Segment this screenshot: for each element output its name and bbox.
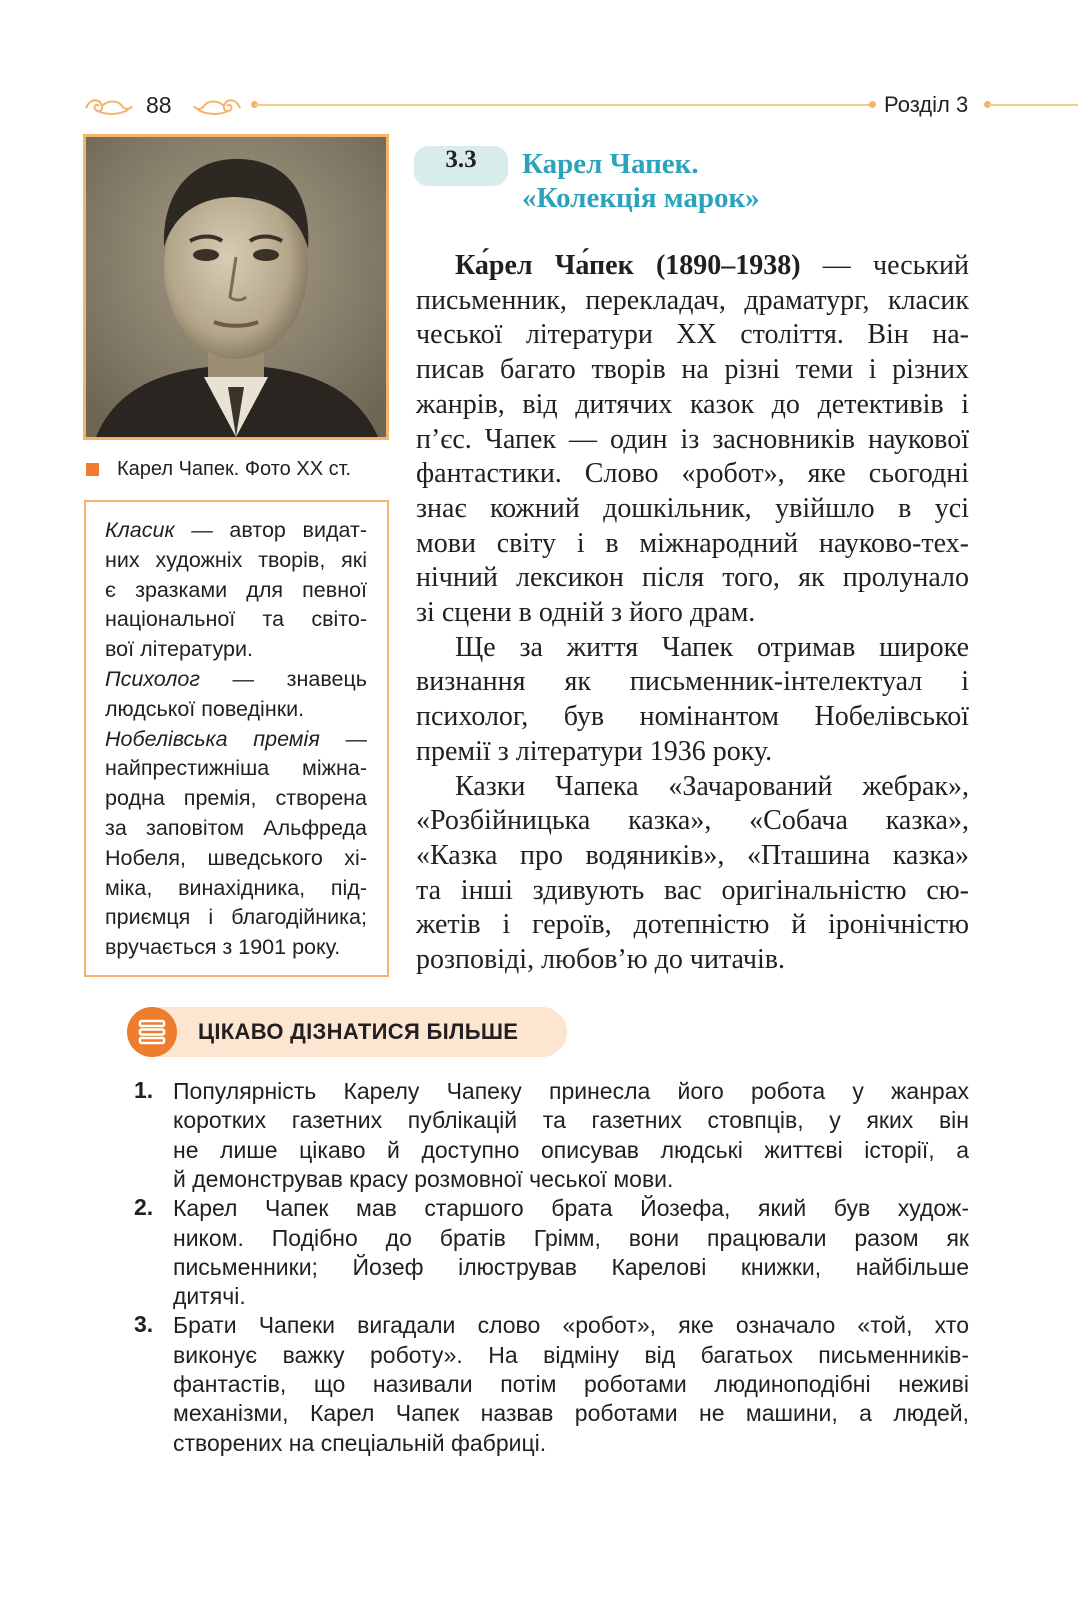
list-item-line: механізми, Карел Чапек назвав роботами не машини, а людей, xyxy=(173,1400,969,1427)
body-line: мови світу і в міжнародний науково-тех- xyxy=(416,527,969,559)
body-line: зі сцени в одній з його драм. xyxy=(416,597,756,628)
glossary-line: найпрестижніша міжна- xyxy=(105,756,367,781)
glossary-line: є зразками для певної xyxy=(105,577,367,602)
left-ornament xyxy=(84,94,134,118)
body-line: фантастики. Слово «робот», яке сьогодні xyxy=(416,458,969,490)
glossary-line: приємця і благодійника; xyxy=(105,905,367,930)
body-line: чеської літератури XX століття. Він на- xyxy=(416,319,969,351)
list-number: 1. xyxy=(134,1077,154,1103)
body-line: п’єс. Чапек — один із засновників наукової xyxy=(416,423,969,455)
photo-caption: Карел Чапек. Фото XX ст. xyxy=(117,458,352,480)
list-item-line: фантастів, що називали потім роботами людиноподібні неживі xyxy=(173,1371,969,1397)
list-item-line: коротких газетних публікацій та газетних стовпців, у яких він xyxy=(173,1107,969,1134)
glossary-line: національної та світо- xyxy=(105,607,367,632)
body-line: жетів і героїв, дотепністю й іронічністю xyxy=(416,909,969,941)
caption-marker xyxy=(86,463,99,476)
glossary-line: людської поведінки. xyxy=(105,696,305,721)
section-number: 3.3 xyxy=(445,146,477,173)
glossary-term: Психолог xyxy=(105,667,200,691)
body-line: Казки Чапека «Зачарований жебрак», xyxy=(455,770,969,802)
list-icon xyxy=(127,1007,177,1057)
list-item-line: Карел Чапек мав старшого брата Йозефа, який був худож- xyxy=(173,1195,969,1222)
glossary-line: родна премія, створена xyxy=(105,786,367,811)
body-line: писав багато творів на різні теми і різних xyxy=(416,354,969,386)
glossary-term: Нобелівська премія xyxy=(105,726,320,751)
author-name-dates: Ка́рел Ча́пек (1890–1938) xyxy=(455,250,801,281)
list-item-line: не лише цікаво й доступно описував людські життєві історії, а xyxy=(173,1136,969,1163)
body-line: психолог, був номінантом Нобелівської xyxy=(416,701,969,733)
body-line: визнання як письменник-інтелектуал і xyxy=(416,666,969,698)
glossary-line: Нобелівська премія — xyxy=(105,726,367,751)
glossary-term: Класик xyxy=(105,518,175,542)
more-info-heading: ЦІКАВО ДІЗНАТИСЯ БІЛЬШЕ xyxy=(198,1019,519,1044)
list-item-line: дитячі. xyxy=(173,1283,246,1310)
body-line: розповіді, любов’ю до читачів. xyxy=(416,944,785,975)
chapter-label: Розділ 3 xyxy=(884,92,969,117)
section-title-line1: Карел Чапек. xyxy=(522,148,699,180)
list-number: 3. xyxy=(134,1311,154,1338)
body-line: нічний лексикон після того, як пролунало xyxy=(416,562,969,594)
glossary-line: міка, винахідника, під- xyxy=(105,875,367,900)
body-first-line: Ка́рел Ча́пек (1890–1938) — чеський xyxy=(455,250,969,281)
list-item-line: виконує важку роботу». На відміну від багатьох письменників- xyxy=(173,1341,969,1368)
glossary-line: за заповітом Альфреда xyxy=(105,816,367,840)
list-item-line: Брати Чапеки вигадали слово «робот», яке означало «той, хто xyxy=(173,1312,969,1339)
list-item-line: Популярність Карелу Чапеку принесла його робота у жанрах xyxy=(173,1078,969,1104)
list-item-line: ником. Подібно до братів Грімм, вони працювали разом як xyxy=(173,1224,969,1251)
list-item-line: письменники; Йозеф ілюстрував Карелові книжки, найбільше xyxy=(173,1253,969,1280)
glossary-line: вої літератури. xyxy=(105,637,253,662)
body-line: знає кожний дошкільник, увійшло в усі xyxy=(416,492,969,524)
body-line: жанрів, від дитячих казок до детективів і xyxy=(416,388,969,420)
section-title-line2: «Колекція марок» xyxy=(522,182,760,214)
glossary-line: Психолог — знавець xyxy=(105,667,367,691)
glossary-line: Класик — автор видат- xyxy=(105,518,367,542)
page-number: 88 xyxy=(146,92,172,118)
list-number: 2. xyxy=(134,1194,154,1221)
portrait-photo xyxy=(83,134,389,440)
body-line: Ще за життя Чапек отримав широке xyxy=(455,631,969,663)
body-line: «Розбійницька казка», «Собача казка», xyxy=(416,805,969,837)
body-line: «Казка про водяників», «Пташина казка» xyxy=(416,839,969,871)
glossary-line: вручається з 1901 року. xyxy=(105,935,341,960)
list-item-line: й демонстрував красу розмовної чеської мови. xyxy=(173,1165,674,1192)
glossary-line: Нобеля, шведського хі- xyxy=(105,845,367,870)
body-line: письменник, перекладач, драматург, класик xyxy=(416,284,969,316)
right-ornament xyxy=(192,94,242,118)
header-line-dot xyxy=(869,101,876,108)
header-rule xyxy=(255,104,873,106)
header-rule-right xyxy=(988,104,1078,106)
body-line: премії з літератури 1936 року. xyxy=(416,735,773,767)
body-line: та інші здивують вас оригінальністю сю- xyxy=(416,874,969,906)
list-item-line: створених на спеціальній фабриці. xyxy=(173,1429,547,1456)
glossary-line: них художніх творів, які xyxy=(105,547,367,572)
